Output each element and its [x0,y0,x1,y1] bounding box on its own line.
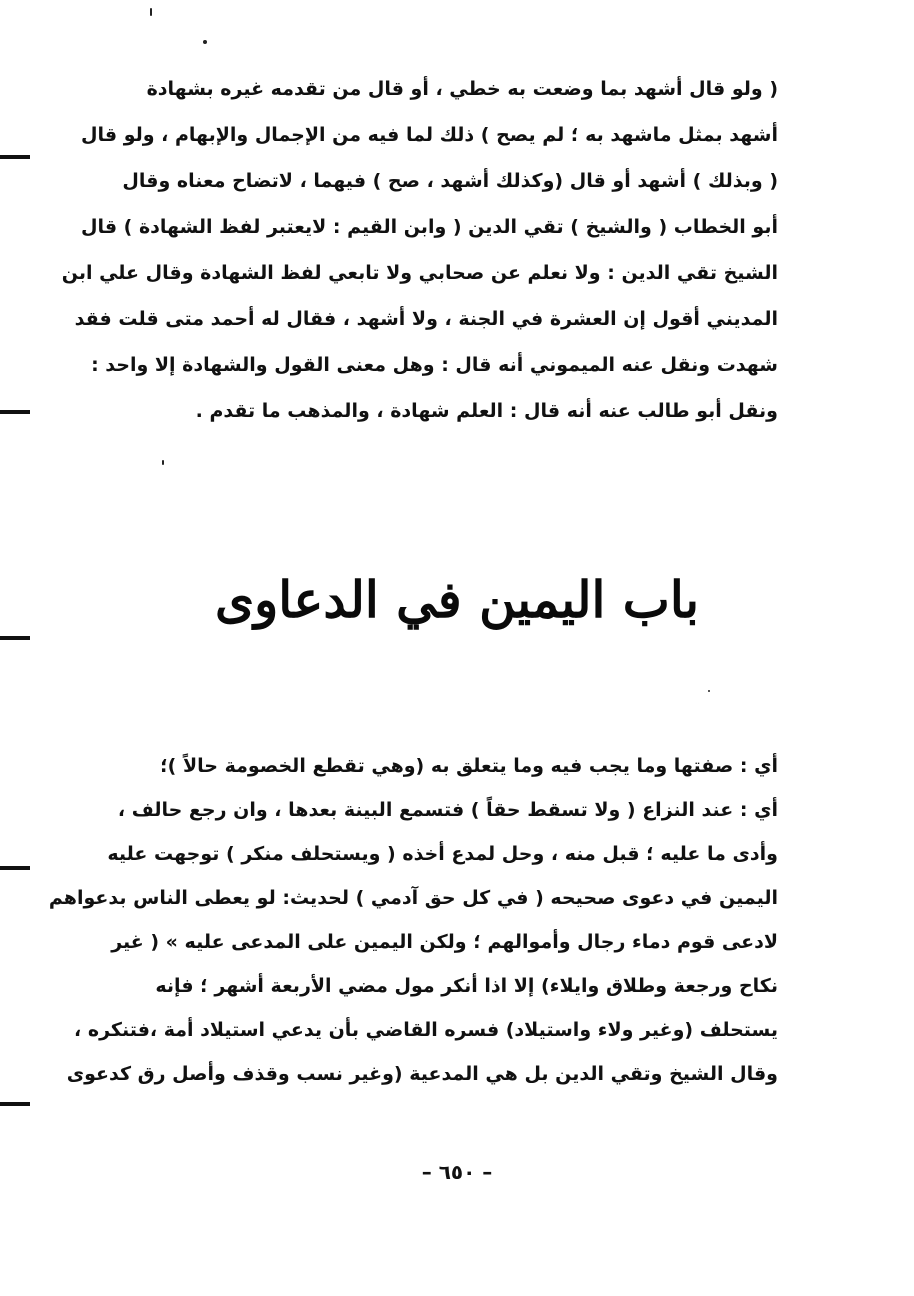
text-line: أي : عند النزاع ( ولا تسقط حقاً ) فتسمع البينة بعدها ، وان رجع حالف ، [117,799,778,821]
margin-mark [0,866,30,870]
margin-mark [0,155,30,159]
scan-speck [162,460,164,465]
text-line: شهدت ونقل عنه الميموني أنه قال : وهل معنى القول والشهادة إلا واحد : [91,354,778,376]
margin-mark [0,410,30,414]
text-line: أشهد بمثل ماشهد به ؛ لم يصح ) ذلك لما فيه من الإجمال والإبهام ، ولو قال [81,124,778,146]
scan-speck [708,690,710,692]
top-paragraph [61,66,778,434]
section-heading: باب اليمين في الدعاوى [214,570,699,629]
text-line: اليمين في دعوى صحيحه ( في كل حق آدمي ) لحديث: لو يعطى الناس بدعواهم [48,887,778,909]
text-line: وقال الشيخ وتقي الدين بل هي المدعية (وغير نسب وقذف وأصل رق كدعوى [66,1063,778,1085]
text-line: يستحلف (وغير ولاء واستيلاد) فسره القاضي بأن يدعي استيلاد أمة ،فتنكره ، [74,1019,778,1041]
page-number: – ٦٥٠ – [421,1160,493,1184]
text-line: ( وبذلك ) أشهد أو قال (وكذلك أشهد ، صح ) فيهما ، لاتضاح معناه وقال [122,170,778,192]
text-line: ( ولو قال أشهد بما وضعت به خطي ، أو قال من تقدمه غيره بشهادة [146,78,778,100]
margin-mark [0,1102,30,1106]
scan-speck [150,8,152,16]
bottom-paragraph [48,744,778,1096]
text-line: لادعى قوم دماء رجال وأموالهم ؛ ولكن اليمين على المدعى عليه » ( غير [111,931,778,953]
text-line: الشيخ تقي الدين : ولا نعلم عن صحابي ولا تابعي لفظ الشهادة وقال علي ابن [61,262,778,284]
margin-mark [0,636,30,640]
text-line: أبو الخطاب ( والشيخ ) تقي الدين ( وابن القيم : لايعتبر لفظ الشهادة ) قال [80,216,778,238]
text-line: المديني أقول إن العشرة في الجنة ، ولا أشهد ، فقال له أحمد متى قلت فقد [74,308,778,330]
text-line: وأدى ما عليه ؛ قبل منه ، وحل لمدع أخذه ( ويستحلف منكر ) توجهت عليه [107,843,778,865]
text-line: ونقل أبو طالب عنه أنه قال : العلم شهادة ، والمذهب ما تقدم . [195,400,778,422]
scan-speck [203,40,207,44]
text-line: أي : صفتها وما يجب فيه وما يتعلق به (وهي تقطع الخصومة حالاً )؛ [160,755,778,777]
text-line: نكاح ورجعة وطلاق وايلاء) إلا اذا أنكر مول مضي الأربعة أشهر ؛ فإنه [155,975,778,997]
